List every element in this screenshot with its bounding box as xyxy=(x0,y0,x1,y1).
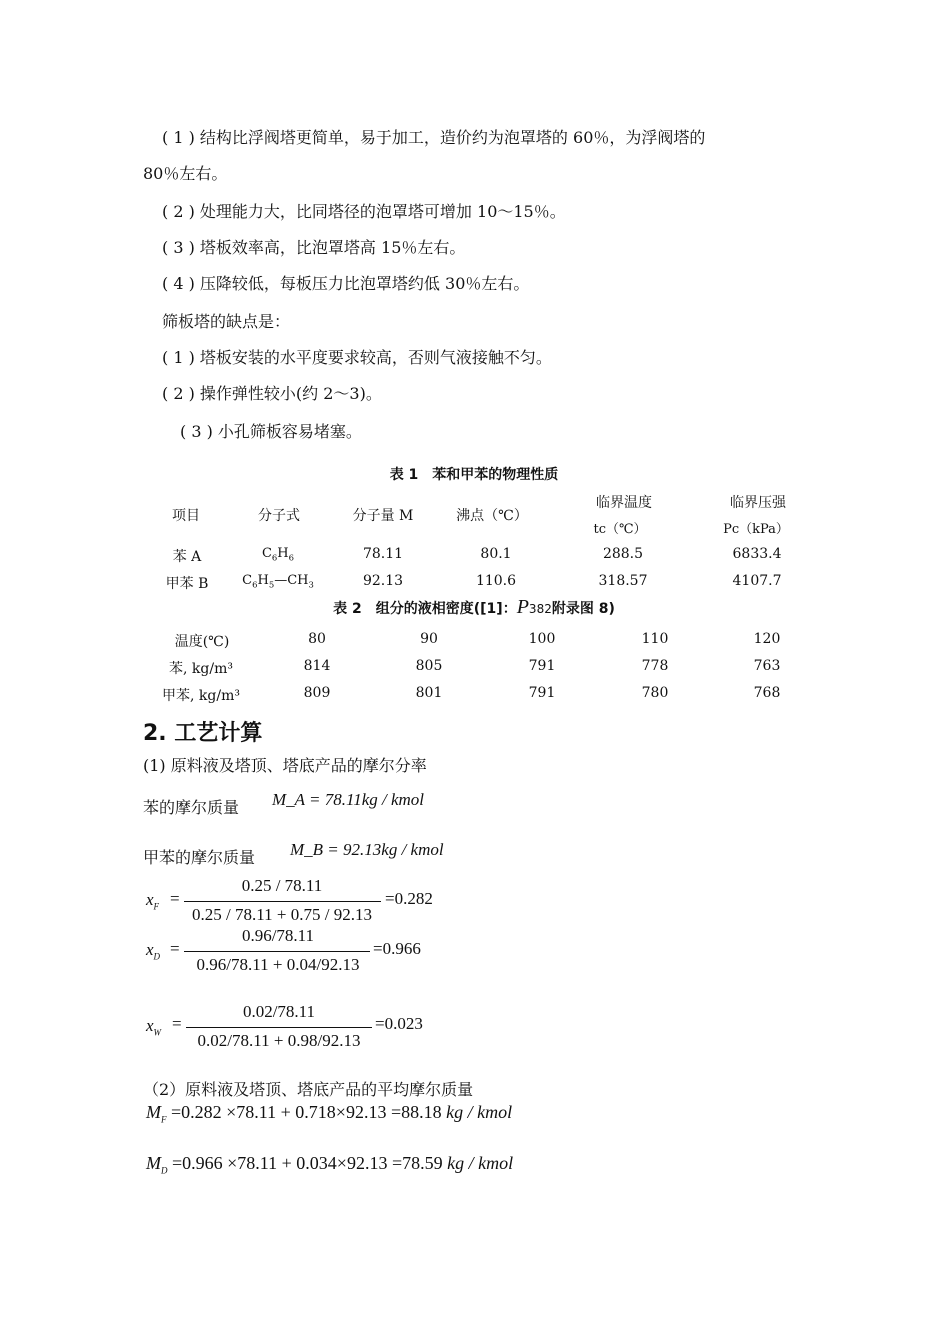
table2-caption-pre: 表 2 组分的液相密度([1]： xyxy=(333,601,517,617)
table2-header-cell: 温度(℃) xyxy=(174,634,230,650)
md-lhs: M xyxy=(146,1153,161,1173)
table1-subheader-tc: tc（℃） xyxy=(593,522,647,537)
table2-cell: 768 xyxy=(753,685,781,701)
table2-header-cell: 110 xyxy=(641,631,669,647)
table1-cell: 4107.7 xyxy=(732,573,782,589)
advantage-item-1-continued: 80％左右。 xyxy=(143,164,228,183)
section-title: 2. 工艺计算 xyxy=(143,721,263,746)
step1-title: (1) 原料液及塔顶、塔底产品的摩尔分率 xyxy=(143,756,427,775)
md-equation xyxy=(146,1153,513,1176)
advantage-item-2: ( 2 ) 处理能力大，比同塔径的泡罩塔可增加 10～15％。 xyxy=(162,202,566,221)
table1-cell: 318.57 xyxy=(598,573,648,589)
xf-lhs: $x_F$ xyxy=(146,890,160,912)
mf-unit: kg / kmol xyxy=(446,1102,513,1122)
table1-caption: 表 1 苯和甲苯的物理性质 xyxy=(389,467,559,483)
xd-lhs: $x_D$ xyxy=(146,940,161,962)
xf-numerator: 0.25 / 78.11 xyxy=(241,876,323,895)
table1-header-bp: 沸点（℃） xyxy=(456,508,528,524)
ma-formula: M_A = 78.11kg / kmol xyxy=(272,790,425,809)
md-expression: =0.966 ×78.11 + 0.034×92.13 =78.59 xyxy=(172,1153,443,1173)
table1-cell: 92.13 xyxy=(362,573,404,589)
table1-header-mw: 分子量 M xyxy=(352,508,414,524)
disadvantage-item-2: ( 2 ) 操作弹性较小(约 2～3)。 xyxy=(162,384,382,403)
xf-equals: = xyxy=(170,889,180,908)
advantage-item-3: ( 3 ) 塔板效率高，比泡罩塔高 15％左右。 xyxy=(162,238,466,257)
xw-fraction-bar xyxy=(186,1027,372,1028)
xf-fraction-bar xyxy=(184,901,381,902)
xd-denominator: 0.96/78.11 + 0.04/92.13 xyxy=(196,955,360,974)
mf-equation xyxy=(146,1102,512,1125)
xw-equals: = xyxy=(172,1014,182,1033)
table2-cell: 780 xyxy=(641,685,669,701)
table2-cell: 814 xyxy=(303,658,331,674)
table2-header-cell: 120 xyxy=(753,631,781,647)
disadvantage-item-1: ( 1 ) 塔板安装的水平度要求较高，否则气液接触不匀。 xyxy=(162,348,552,367)
advantage-item-1: ( 1 ) 结构比浮阀塔更简单，易于加工，造价约为泡罩塔的 60％，为浮阀塔的 xyxy=(162,128,706,147)
xf-result: =0.282 xyxy=(385,889,433,908)
mf-lhs: M xyxy=(146,1102,161,1122)
xd-fraction-bar xyxy=(184,951,370,952)
table1-cell: 78.11 xyxy=(362,546,404,562)
table2-cell: 763 xyxy=(753,658,781,674)
table2-cell: 791 xyxy=(528,685,556,701)
xd-equals: = xyxy=(170,939,180,958)
table1-cell: 6833.4 xyxy=(732,546,782,562)
table1-subheader-pc: Pc（kPa） xyxy=(723,522,789,537)
table2-cell: 805 xyxy=(415,658,443,674)
table1-cell: 苯 A xyxy=(172,549,202,565)
table2-caption-p: P xyxy=(516,596,529,618)
step2-title: （2）原料液及塔顶、塔底产品的平均摩尔质量 xyxy=(143,1080,474,1099)
ma-label: 苯的摩尔质量 xyxy=(143,798,240,817)
table1-cell-formula-toluene: $C_6H_5—CH_3$ xyxy=(242,573,314,590)
table2-cell: 778 xyxy=(641,658,669,674)
table1-cell: 110.6 xyxy=(475,573,517,589)
table1-header-tc: 临界温度 xyxy=(596,495,652,511)
table1-header-formula: 分子式 xyxy=(258,508,300,524)
table2-row-label: 甲苯, kg/m³ xyxy=(162,688,240,704)
table1-cell: 80.1 xyxy=(480,546,512,562)
xw-denominator: 0.02/78.11 + 0.98/92.13 xyxy=(197,1031,361,1050)
xw-result: =0.023 xyxy=(375,1014,423,1033)
table2-row-label: 苯, kg/m³ xyxy=(169,661,233,677)
xw-lhs: $x_W$ xyxy=(146,1016,162,1038)
table2-caption xyxy=(333,596,615,619)
md-unit: kg / kmol xyxy=(447,1153,514,1173)
table2-header-cell: 80 xyxy=(308,631,326,647)
mf-sub: F xyxy=(161,1114,167,1125)
table1-cell: 甲苯 B xyxy=(165,576,209,592)
md-sub: D xyxy=(161,1165,168,1176)
table2-cell: 801 xyxy=(415,685,443,701)
xf-denominator: 0.25 / 78.11 + 0.75 / 92.13 xyxy=(192,905,372,924)
table1-header-pc: 临界压强 xyxy=(730,495,786,511)
disadvantages-title: 筛板塔的缺点是： xyxy=(162,312,291,331)
table1-header-item: 项目 xyxy=(172,508,200,524)
mf-expression: =0.282 ×78.11 + 0.718×92.13 =88.18 xyxy=(171,1102,442,1122)
table2-cell: 791 xyxy=(528,658,556,674)
table2-header-cell: 90 xyxy=(420,631,438,647)
xd-numerator: 0.96/78.11 xyxy=(241,926,315,945)
table2-header-cell: 100 xyxy=(528,631,556,647)
mb-formula: M_B = 92.13kg / kmol xyxy=(290,840,444,859)
mb-label: 甲苯的摩尔质量 xyxy=(143,848,256,867)
table1-cell-formula-benzene: $C_6H_6$ xyxy=(261,546,295,563)
table2-caption-post: 附录图 8) xyxy=(551,601,615,617)
table2-cell: 809 xyxy=(303,685,331,701)
xw-numerator: 0.02/78.11 xyxy=(242,1002,316,1021)
disadvantage-item-3: ( 3 ) 小孔筛板容易堵塞。 xyxy=(180,422,362,441)
xd-result: =0.966 xyxy=(373,939,421,958)
table1-cell: 288.5 xyxy=(602,546,644,562)
advantage-item-4: ( 4 ) 压降较低，每板压力比泡罩塔约低 30％左右。 xyxy=(162,274,530,293)
table2-caption-sub: 382 xyxy=(528,602,552,616)
